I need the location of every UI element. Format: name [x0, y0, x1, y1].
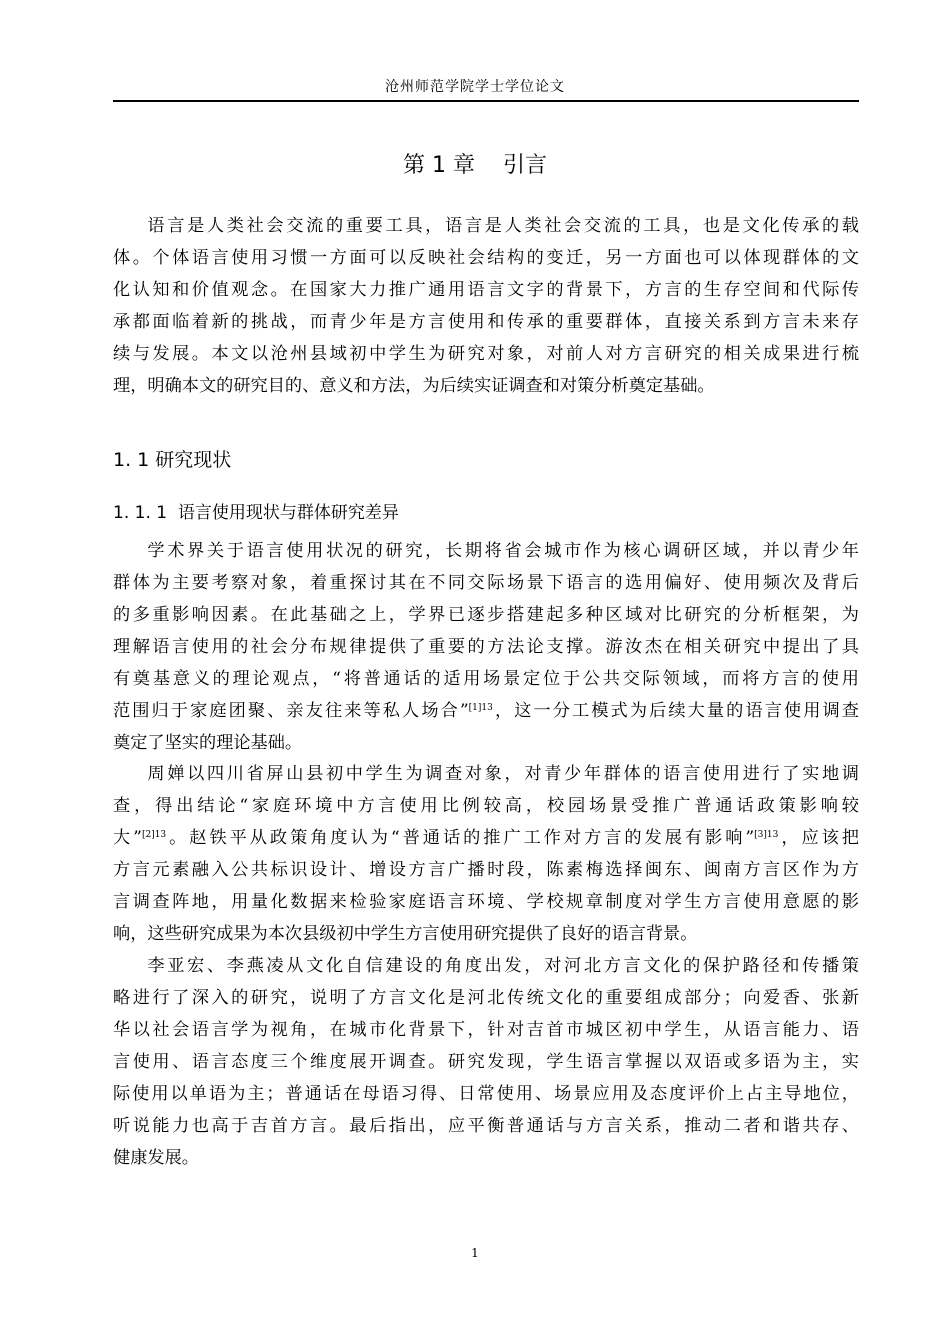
text-line: 的多重影响因素。在此基础之上，学界已逐步搭建起多种区域对比研究的分析框架，为	[113, 605, 859, 625]
intro-paragraph	[113, 210, 859, 402]
text-line: 响，这些研究成果为本次县级初中学生方言使用研究提供了良好的语言背景。	[113, 924, 698, 944]
text-line: 健康发展。	[113, 1148, 199, 1168]
text-line	[113, 822, 859, 854]
body-paragraph-1	[113, 535, 859, 759]
text-line: 略进行了深入的研究，说明了方言文化是河北传统文化的重要组成部分；向爱香、张新	[113, 988, 859, 1008]
text-line: 奠定了坚实的理论基础。	[113, 733, 303, 753]
citation-2: [2]13	[141, 830, 167, 840]
text-line: 周婵以四川省屏山县初中学生为调查对象，对青少年群体的语言使用进行了实地调	[147, 764, 859, 784]
text-line: 际使用以单语为主；普通话在母语习得、日常使用、场景应用及态度评价上占主导地位，	[113, 1084, 859, 1104]
text-line: 听说能力也高于吉首方言。最后指出，应平衡普通话与方言关系，推动二者和谐共存、	[113, 1116, 859, 1136]
text-run: 范围归于家庭团聚、亲友往来等私人场合”	[113, 701, 469, 721]
body-paragraph-3	[113, 950, 859, 1174]
text-line: 李亚宏、李燕凌从文化自信建设的角度出发，对河北方言文化的保护路径和传播策	[147, 956, 859, 976]
text-line: 体。个体语言使用习惯一方面可以反映社会结构的变迁，另一方面也可以体现群体的文	[113, 248, 859, 268]
text-line: 华以社会语言学为视角，在城市化背景下，针对吉首市城区初中学生，从语言能力、语	[113, 1020, 859, 1040]
citation-3: [3]13	[754, 830, 779, 840]
text-line: 学术界关于语言使用状况的研究，长期将省会城市作为核心调研区域，并以青少年	[147, 541, 859, 561]
text-line: 言使用、语言态度三个维度展开调查。研究发现，学生语言掌握以双语或多语为主，实	[113, 1052, 859, 1072]
text-line: 查，得出结论“家庭环境中方言使用比例较高，校园场景受推广普通话政策影响较	[113, 796, 859, 816]
chapter-title: 第 1 章 引言	[403, 153, 547, 178]
text-run: ，这一分工模式为后续大量的语言使用调查	[492, 701, 859, 721]
text-line: 承都面临着新的挑战，而青少年是方言使用和传承的重要群体，直接关系到方言未来存	[113, 312, 859, 332]
text-line	[113, 695, 859, 727]
running-header: 沧州师范学院学士学位论文	[385, 79, 565, 95]
text-line: 方言元素融入公共标识设计、增设方言广播时段，陈素梅选择闽东、闽南方言区作为方	[113, 860, 859, 880]
page-number: 1	[471, 1246, 479, 1260]
subsection-heading-1-1-1: 1. 1. 1 语言使用现状与群体研究差异	[113, 503, 399, 523]
text-line: 语言是人类社会交流的重要工具，语言是人类社会交流的工具，也是文化传承的载	[147, 216, 859, 236]
text-line: 群体为主要考察对象，着重探讨其在不同交际场景下语言的选用偏好、使用频次及背后	[113, 573, 859, 593]
text-line: 理解语言使用的社会分布规律提供了重要的方法论支撑。游汝杰在相关研究中提出了具	[113, 637, 859, 657]
header-divider	[113, 100, 859, 102]
text-line: 续与发展。本文以沧州县域初中学生为研究对象，对前人对方言研究的相关成果进行梳	[113, 344, 859, 364]
text-line: 化认知和价值观念。在国家大力推广通用语言文字的背景下，方言的生存空间和代际传	[113, 280, 859, 300]
text-run: 。赵铁平从政策角度认为“普通话的推广工作对方言的发展有影响”	[166, 828, 755, 848]
text-run: ，应该把	[778, 828, 859, 848]
text-line: 有奠基意义的理论观点，“将普通话的适用场景定位于公共交际领域，而将方言的使用	[113, 669, 859, 689]
text-run: 大”	[113, 828, 142, 848]
text-line: 理，明确本文的研究目的、意义和方法，为后续实证调查和对策分析奠定基础。	[113, 376, 715, 396]
citation-1: [1]13	[468, 703, 493, 713]
section-heading-1-1: 1. 1 研究现状	[113, 449, 232, 471]
body-paragraph-2	[113, 758, 859, 950]
text-line: 言调查阵地，用量化数据来检验家庭语言环境、学校规章制度对学生方言使用意愿的影	[113, 892, 859, 912]
